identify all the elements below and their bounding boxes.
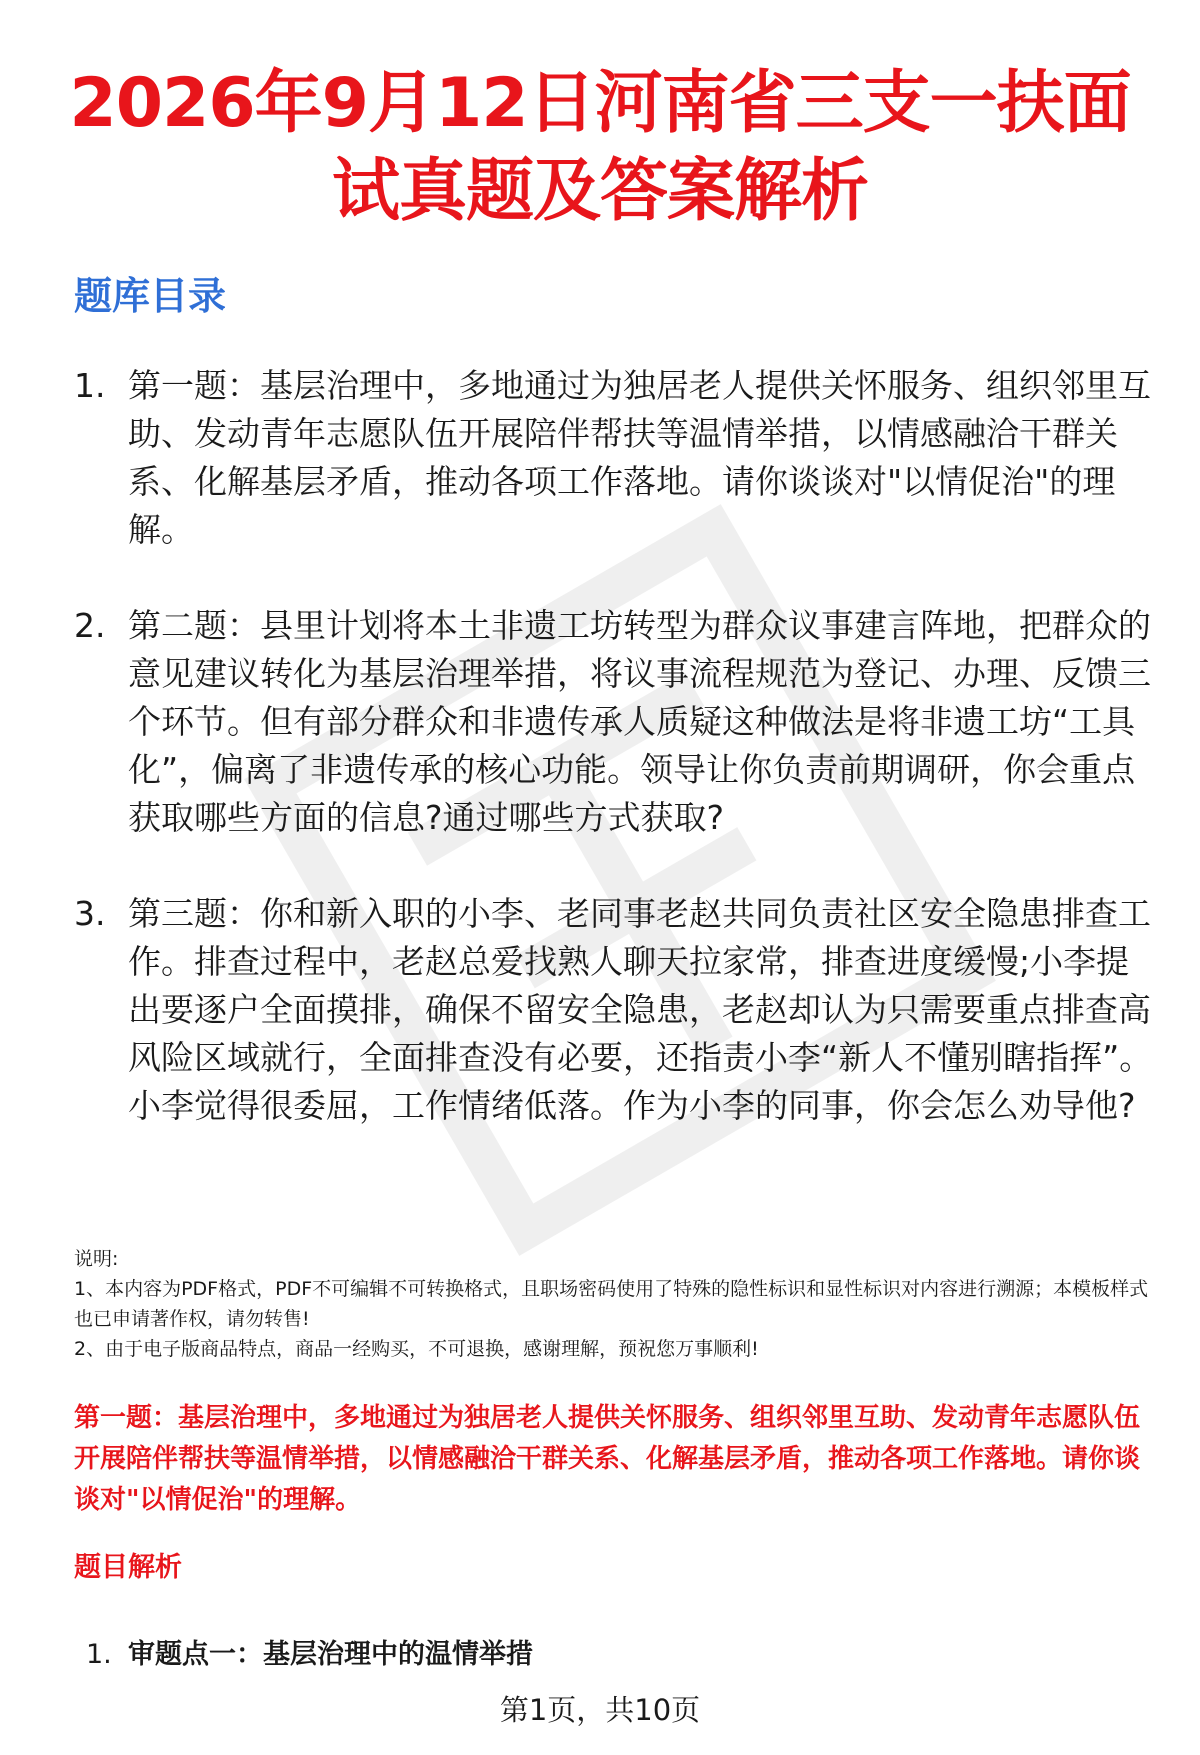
notes-line-2: 2、由于电子版商品特点，商品一经购买，不可退换，感谢理解，预祝您万事顺利!	[74, 1338, 759, 1360]
question-number: 2.	[74, 606, 106, 645]
point-number: 1.	[86, 1639, 112, 1670]
first-question-heading: 第一题：基层治理中，多地通过为独居老人提供关怀服务、组织邻里互助、发动青年志愿队伍开展陪伴帮扶等温情举措，以情感融洽干群关系、化解基层矛盾，推动各项工作落地。请你谈谈对"以情促治"的理解。	[74, 1403, 1141, 1515]
question-number: 1.	[74, 366, 106, 405]
notes-label: 说明:	[74, 1248, 119, 1270]
page-footer: 第1页，共10页	[499, 1693, 701, 1727]
notes-line-1: 1、本内容为PDF格式，PDF不可编辑不可转换格式，且职场密码使用了特殊的隐性标识和显性标识对内容进行溯源；本模板样式也已申请著作权，请勿转售!	[74, 1278, 1149, 1330]
analysis-heading: 题目解析	[74, 1552, 182, 1583]
document-title: 2026年9月12日河南省三支一扶面试真题及答案解析	[69, 64, 1131, 231]
toc-heading: 题库目录	[74, 274, 227, 318]
notes-section	[74, 1244, 1164, 1364]
question-item-1	[74, 362, 1154, 554]
question-list	[74, 362, 1154, 1178]
question-item-3	[74, 890, 1154, 1130]
question-item-2	[74, 602, 1154, 842]
point-text: 审题点一：基层治理中的温情举措	[128, 1639, 533, 1670]
question-text: 第一题：基层治理中，多地通过为独居老人提供关怀服务、组织邻里互助、发动青年志愿队伍开展陪伴帮扶等温情举措，以情感融洽干群关系、化解基层矛盾，推动各项工作落地。请你谈谈对"以情促治"的理解。	[128, 366, 1151, 549]
question-text: 第三题：你和新入职的小李、老同事老赵共同负责社区安全隐患排查工作。排查过程中，老赵总爱找熟人聊天拉家常，排查进度缓慢;小李提出要逐户全面摸排，确保不留安全隐患，老赵却认为只需要重点排查高风险区域就行，全面排查没有必要，还指责小李“新人不懂别瞎指挥”。小李觉得很委屈，工作情绪低落。作为小李的同事，你会怎么劝导他?	[128, 894, 1153, 1125]
question-number: 3.	[74, 894, 106, 933]
analysis-point-1	[86, 1636, 533, 1674]
question-text: 第二题：县里计划将本土非遗工坊转型为群众议事建言阵地，把群众的意见建议转化为基层治理举措，将议事流程规范为登记、办理、反馈三个环节。但有部分群众和非遗传承人质疑这种做法是将非遗工坊“工具化”，偏离了非遗传承的核心功能。领导让你负责前期调研，你会重点获取哪些方面的信息?通过哪些方式获取?	[128, 606, 1151, 837]
